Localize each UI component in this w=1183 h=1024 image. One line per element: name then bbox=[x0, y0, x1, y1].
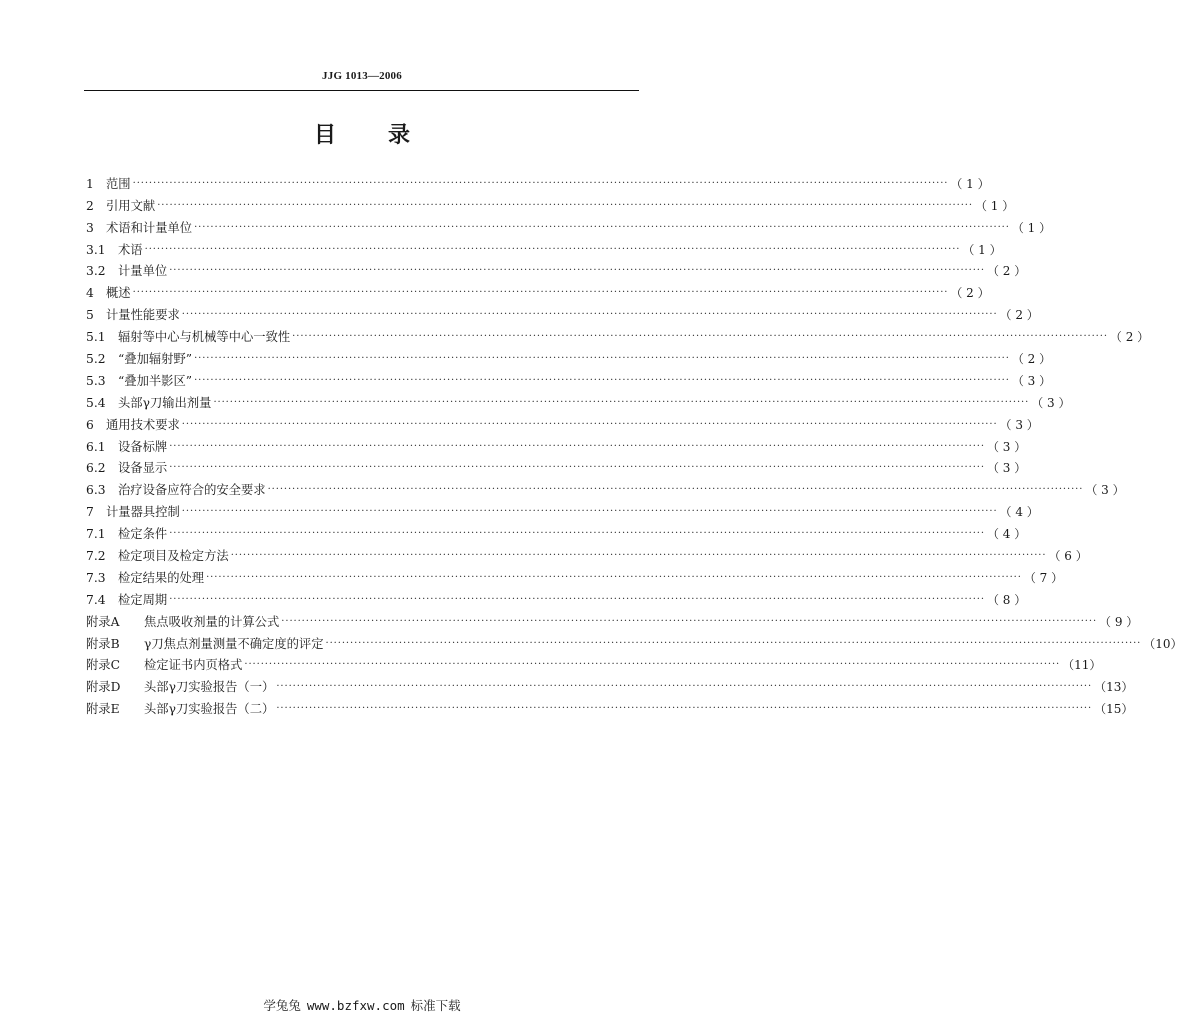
toc-entry-page: （13） bbox=[1094, 680, 1134, 695]
toc-leader-dots: ········································································································································································································ bbox=[132, 177, 949, 189]
toc-entry[interactable] bbox=[86, 608, 1139, 630]
toc-leader-dots: ········································································································································································································ bbox=[181, 418, 998, 430]
toc-entry-page: （ 1 ） bbox=[974, 198, 1015, 213]
toc-leader-dots: ········································································································································································································ bbox=[169, 462, 985, 474]
toc-leader-dots: ········································································································································································································ bbox=[230, 550, 1047, 562]
toc-entry-page: （10） bbox=[1143, 636, 1183, 651]
title-char-1: 目 bbox=[313, 123, 336, 148]
toc-entry-page: （ 2 ） bbox=[999, 308, 1039, 323]
toc-entry[interactable] bbox=[86, 411, 1039, 433]
toc-leader-dots: ········································································································································································································ bbox=[132, 287, 949, 299]
toc-entry-page: （ 3 ） bbox=[986, 461, 1027, 476]
toc-entry-title: “叠加辐射野” bbox=[118, 352, 193, 367]
toc-entry[interactable] bbox=[86, 345, 1052, 367]
toc-entry[interactable] bbox=[86, 258, 1027, 280]
footer-watermark bbox=[0, 996, 724, 1014]
toc-entry-page: （ 6 ） bbox=[1048, 549, 1088, 564]
toc-entry-number: 6.1 bbox=[86, 439, 106, 454]
toc-entry-number: 3 bbox=[86, 220, 94, 235]
toc-entry-title: 概述 bbox=[106, 286, 131, 301]
toc-entry[interactable] bbox=[86, 279, 990, 301]
toc-entry[interactable] bbox=[86, 498, 1039, 520]
toc-entry-number: 7.1 bbox=[86, 527, 106, 542]
toc-entry[interactable] bbox=[86, 542, 1088, 564]
toc-entry[interactable] bbox=[86, 476, 1125, 498]
toc-entry[interactable] bbox=[86, 520, 1027, 542]
toc-entry-page: （15） bbox=[1094, 702, 1134, 717]
toc-leader-dots: ········································································································································································································ bbox=[194, 374, 1010, 386]
toc-entry-title: 焦点吸收剂量的计算公式 bbox=[144, 614, 280, 629]
toc-entry-title: 头部γ刀实验报告（二） bbox=[144, 702, 275, 717]
toc-entry-number: 附录B bbox=[86, 636, 120, 651]
toc-entry-page: （ 4 ） bbox=[986, 527, 1027, 542]
toc-leader-dots: ········································································································································································································ bbox=[206, 571, 1022, 583]
toc-entry-number: 4 bbox=[86, 286, 94, 301]
toc-entry-page: （ 9 ） bbox=[1099, 614, 1139, 629]
toc-entry-title: 头部γ刀实验报告（一） bbox=[144, 680, 275, 695]
toc-leader-dots: ········································································································································································································ bbox=[244, 659, 1061, 671]
toc-entry-number: 5.2 bbox=[86, 352, 106, 367]
toc-entry-page: （ 7 ） bbox=[1023, 570, 1064, 585]
toc-entry-number: 附录D bbox=[86, 680, 121, 695]
table-of-contents bbox=[86, 170, 1183, 717]
toc-entry-page: （ 2 ） bbox=[1109, 330, 1150, 345]
toc-leader-dots: ········································································································································································································ bbox=[181, 506, 998, 518]
toc-entry-number: 附录C bbox=[86, 658, 121, 673]
toc-entry-number: 7 bbox=[86, 505, 94, 520]
toc-leader-dots: ········································································································································································································ bbox=[276, 681, 1093, 693]
toc-entry-number: 5.4 bbox=[86, 395, 106, 410]
toc-entry-title: 计量性能要求 bbox=[106, 308, 180, 323]
footer-site-name: 学兔兔 bbox=[263, 998, 301, 1013]
toc-leader-dots: ········································································································································································································ bbox=[267, 484, 1084, 496]
toc-entry-page: （ 8 ） bbox=[986, 592, 1027, 607]
toc-entry-title: 计量单位 bbox=[118, 264, 168, 279]
toc-entry-title: 辐射等中心与机械等中心一致性 bbox=[118, 330, 291, 345]
toc-entry-page: （ 3 ） bbox=[999, 417, 1039, 432]
title-char-2: 录 bbox=[388, 123, 411, 148]
toc-entry-title: 检定项目及检定方法 bbox=[118, 549, 229, 564]
toc-entry-page: （11） bbox=[1062, 658, 1102, 673]
toc-leader-dots: ········································································································································································································ bbox=[169, 528, 985, 540]
toc-entry-number: 3.2 bbox=[86, 264, 106, 279]
toc-entry-number: 7.2 bbox=[86, 549, 106, 564]
document-code-header: JJG 1013—2006 bbox=[322, 70, 402, 82]
toc-entry[interactable] bbox=[86, 695, 1134, 717]
toc-entry-number: 6 bbox=[86, 417, 94, 432]
toc-leader-dots: ········································································································································································································ bbox=[325, 637, 1142, 649]
toc-entry[interactable] bbox=[86, 192, 1015, 214]
header-rule bbox=[84, 90, 639, 91]
toc-entry[interactable] bbox=[86, 564, 1064, 586]
toc-entry[interactable] bbox=[86, 673, 1134, 695]
toc-entry[interactable] bbox=[86, 170, 990, 192]
toc-entry-number: 7.3 bbox=[86, 570, 106, 585]
toc-entry-title: 治疗设备应符合的安全要求 bbox=[118, 483, 266, 498]
toc-entry-number: 1 bbox=[86, 176, 94, 191]
toc-entry-title: 设备标牌 bbox=[118, 439, 168, 454]
toc-entry[interactable] bbox=[86, 630, 1183, 652]
toc-leader-dots: ········································································································································································································ bbox=[276, 703, 1093, 715]
footer-url: www.bzfxw.com bbox=[306, 998, 405, 1013]
toc-leader-dots: ········································································································································································································ bbox=[169, 440, 985, 452]
toc-entry[interactable] bbox=[86, 389, 1071, 411]
toc-leader-dots: ········································································································································································································ bbox=[194, 221, 1010, 233]
toc-entry-page: （ 2 ） bbox=[986, 264, 1027, 279]
toc-entry-page: （ 1 ） bbox=[962, 242, 1002, 257]
toc-entry-title: 计量器具控制 bbox=[106, 505, 180, 520]
toc-entry-title: 检定周期 bbox=[118, 592, 168, 607]
toc-entry-number: 5.3 bbox=[86, 373, 106, 388]
toc-entry-title: 设备显示 bbox=[118, 461, 168, 476]
toc-entry[interactable] bbox=[86, 323, 1150, 345]
toc-entry-page: （ 2 ） bbox=[1011, 352, 1052, 367]
toc-entry-page: （ 4 ） bbox=[999, 505, 1039, 520]
toc-entry-number: 3.1 bbox=[86, 242, 106, 257]
toc-entry-title: 引用文献 bbox=[106, 198, 156, 213]
toc-entry-title: 检定条件 bbox=[118, 527, 168, 542]
toc-entry[interactable] bbox=[86, 455, 1027, 477]
toc-leader-dots: ········································································································································································································ bbox=[292, 331, 1108, 343]
toc-entry-title: 检定结果的处理 bbox=[118, 570, 205, 585]
toc-entry-number: 6.2 bbox=[86, 461, 106, 476]
toc-entry-title: 通用技术要求 bbox=[106, 417, 180, 432]
toc-entry-page: （ 3 ） bbox=[1011, 373, 1052, 388]
toc-entry-page: （ 3 ） bbox=[1085, 483, 1125, 498]
toc-entry-page: （ 2 ） bbox=[950, 286, 990, 301]
toc-entry[interactable] bbox=[86, 433, 1027, 455]
toc-entry-number: 附录E bbox=[86, 702, 120, 717]
toc-leader-dots: ········································································································································································································ bbox=[169, 593, 985, 605]
toc-entry-number: 7.4 bbox=[86, 592, 106, 607]
toc-leader-dots: ········································································································································································································ bbox=[213, 396, 1030, 408]
toc-entry-title: 范围 bbox=[106, 176, 131, 191]
toc-entry-number: 5 bbox=[86, 308, 94, 323]
toc-leader-dots: ········································································································································································································ bbox=[181, 309, 998, 321]
footer-tagline: 标准下载 bbox=[410, 998, 461, 1013]
toc-entry-title: 头部γ刀输出剂量 bbox=[118, 395, 212, 410]
toc-entry-page: （ 3 ） bbox=[1031, 395, 1071, 410]
toc-entry-number: 2 bbox=[86, 198, 94, 213]
toc-entry-page: （ 1 ） bbox=[1011, 220, 1052, 235]
toc-entry[interactable] bbox=[86, 652, 1102, 674]
toc-leader-dots: ········································································································································································································ bbox=[157, 199, 973, 211]
toc-entry[interactable] bbox=[86, 301, 1039, 323]
page-title bbox=[0, 118, 724, 149]
toc-entry-number: 附录A bbox=[86, 614, 120, 629]
toc-leader-dots: ········································································································································································································ bbox=[281, 615, 1098, 627]
toc-entry-title: γ刀焦点剂量测量不确定度的评定 bbox=[144, 636, 324, 651]
toc-entry-title: 检定证书内页格式 bbox=[144, 658, 243, 673]
toc-entry-page: （ 1 ） bbox=[950, 176, 990, 191]
toc-entry[interactable] bbox=[86, 367, 1052, 389]
toc-entry-number: 6.3 bbox=[86, 483, 106, 498]
toc-leader-dots: ········································································································································································································ bbox=[144, 243, 961, 255]
toc-entry-number: 5.1 bbox=[86, 330, 106, 345]
toc-entry-page: （ 3 ） bbox=[986, 439, 1027, 454]
toc-entry-title: 术语和计量单位 bbox=[106, 220, 193, 235]
toc-leader-dots: ········································································································································································································ bbox=[169, 265, 985, 277]
toc-entry-title: 术语 bbox=[118, 242, 143, 257]
toc-entry[interactable] bbox=[86, 214, 1052, 236]
toc-entry[interactable] bbox=[86, 236, 1002, 258]
toc-leader-dots: ········································································································································································································ bbox=[194, 353, 1010, 365]
toc-entry-title: “叠加半影区” bbox=[118, 373, 193, 388]
toc-entry[interactable] bbox=[86, 586, 1027, 608]
